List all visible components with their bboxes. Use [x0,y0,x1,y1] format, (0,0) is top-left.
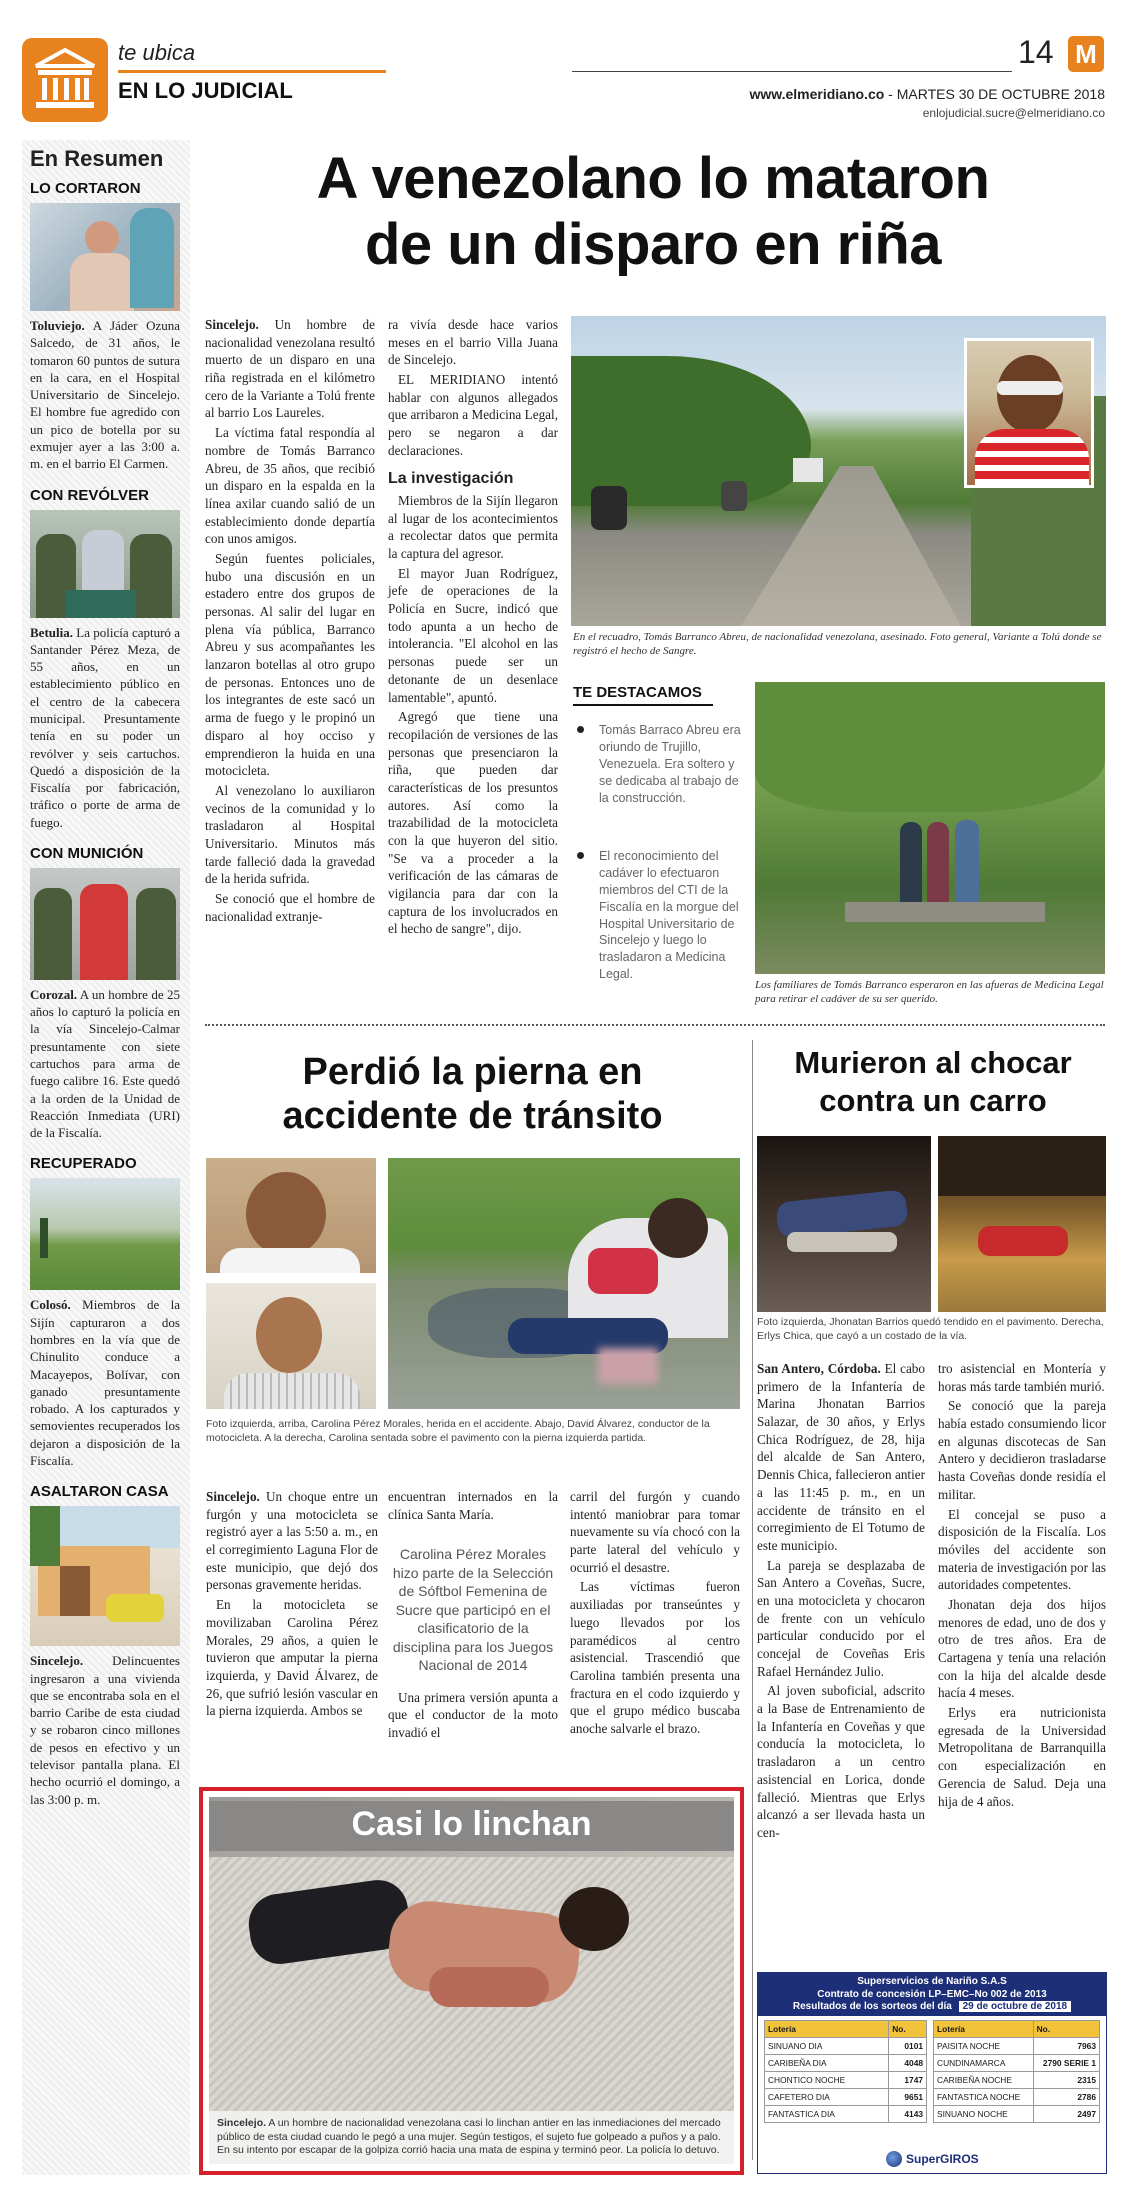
lottery-row: SINUANO NOCHE 2497 [934,2105,1100,2122]
david-photo [206,1283,376,1409]
lottery-table-left: Lotería No. SINUANO DIA 0101 CARIBEÑA DIA 4048 CHONTICO NOCHE 1747 CAFETERO DIA 9651 FANTASTICA DIA 4143 [764,2020,927,2123]
section-rule [118,70,386,73]
brief-photo [30,510,180,618]
lottery-row: FANTASTICA NOCHE 2786 [934,2088,1100,2105]
subhead-investigacion: La investigación [388,469,514,487]
brief-photo [30,1506,180,1646]
lottery-row: CUNDINAMARCA 2790 SERIE 1 [934,2054,1100,2071]
courthouse-icon [22,38,108,122]
lottery-box [757,1972,1107,2174]
brief-head: CON MUNICIÓN [30,844,144,862]
header-dateline [600,86,1105,102]
highlights-rule [573,704,713,706]
highlight-item: El reconocimiento del cadáver lo efectuaron miembros del CTI de la Fiscalía en la morgue del Hospital Universitario de Sincelejo y luego lo trasladaron a Medicina Legal. [573,848,745,983]
brief-head: RECUPERADO [30,1155,137,1173]
brief-text: Betulia. La policía capturó a Santander Pérez Meza, de 55 años, en un establecimiento público en el centro de la cabecera municipal. Presuntamente tenía en su poder un revólver y seis cartuchos. Quedó a disposición de la Fiscalía por fabricación, tráfico o porte de arma de fuego. [30,624,180,830]
bullet-icon [577,726,584,733]
crash-headline: Murieron al chocar contra un carro [794,1045,1072,1118]
lottery-date: 29 de octubre de 2018 [959,2001,1072,2012]
brief-text: Toluviejo. A Jáder Ozuna Salcedo, de 31 años, le tomaron 60 puntos de sutura en la cara, en el Hospital Universitario de Sincelejo. El hombre fue agredido con un pico de botella por su exmujer ayer a las 3:00 a. m. en el barrio El Carmen. [30,318,180,472]
section-small-label: te ubica [118,40,196,65]
lottery-row: FANTASTICA DIA 4143 [765,2105,927,2122]
leg-col-2: encuentran internados en la clínica Santa María. Carolina Pérez Morales hizo parte de la Selección de Sóftbol Femenina de Sucre que participó en el clasificatorio de la disciplina para los Juegos Nacional de 2014 Una primera versión apunta a que el conductor de la moto invadió el [388,1489,558,1741]
carolina-photo [206,1158,376,1273]
lottery-header: Superservicios de Nariño S.A.S Contrato de concesión LP–EMC–No 002 de 2013 Resultados de los sorteos del día 29 de octubre de 2018 [758,1973,1106,2016]
supergiros-logo: SuperGIROS [886,2151,979,2167]
brief-photo [30,868,180,980]
column-divider [752,1040,753,2160]
crash-photo-left [757,1136,931,1312]
sidebar-title: En Resumen [30,146,164,171]
issue-date: - MARTES 30 DE OCTUBRE 2018 [884,86,1105,102]
brief-photo [30,1178,180,1290]
leg-col-3: carril del furgón y cuando intentó maniobrar para tomar nuevamente su vía chocó con la parte lateral del vehículo y ocurrió el desastre. Las víctimas fueron auxiliadas por transeúntes y luego llevados por los paramédicos al centro asistencial. Trascendió que Carolina también presenta una fractura en el codo izquierdo y que el grupo médico buscaba anoche salvarle el brazo. [570,1489,740,1736]
victim-inset-photo [964,338,1094,488]
lottery-row: SINUANO DIA 0101 [765,2037,927,2054]
family-photo [755,682,1105,974]
crash-col-2: tro asistencial en Montería y horas más tarde también murió. Se conoció que la pareja había estado consumiendo licor en algunas discotecas de San Antero y decidieron trasladarse hasta Coveñas donde residía el militar. El concejal se puso a disposición de la Fiscalía. Los móviles del accidente son materia de investigación por las autoridades competentes. Jhonatan deja dos hijos menores de edad, uno de dos y otro de tres años. Era de Cartagena y tenía una relación con la hija del alcalde desde hacía 4 meses. Erlys era nutricionista egresada de la Universidad Metropolitana de Barranquilla con especialización en Gerencia de Salud. Deja una hija de 4 años. [938,1361,1106,1809]
website-link[interactable]: www.elmeridiano.co [749,86,885,102]
crash-photo-caption: Foto izquierda, Jhonatan Barrios quedó tendido en el pavimento. Derecha, Erlys Chica, que cayó a un costado de la vía. [757,1316,1104,1342]
section-header [22,38,392,123]
highlight-item: Tomás Barraco Abreu era oriundo de Trujillo, Venezuela. Era soltero y se dedicaba al trabajo de la construcción. [573,722,745,806]
brief-head: ASALTARON CASA [30,1483,169,1501]
pullquote: Carolina Pérez Morales hizo parte de la Selección de Sóftbol Femenina de Sucre que participó en el clasificatorio de la disciplina para los Juegos Nacional de 2014 [392,1546,554,1674]
lottery-row: PAISITA NOCHE 7963 [934,2037,1100,2054]
sidebar-inner [30,146,180,1808]
section-email[interactable]: enlojudicial.sucre@elmeridiano.co [922,106,1105,120]
page-number: 14 [1018,34,1054,70]
lynch-title: Casi lo linchan [351,1805,592,1843]
brief-text: Sincelejo. Delincuentes ingresaron a una vivienda que se encontraba sola en el barrio Caribe de esta ciudad y se robaron cinco millones de pesos en efectivo y un televisor pantalla plana. El hecho ocurrió el domingo, a las 3:00 p. m. [30,1653,180,1807]
bullet-icon [577,852,584,859]
main-headline: A venezolano lo mataron de un disparo en riña [316,146,990,277]
family-photo-caption: Los familiares de Tomás Barranco esperaron en las afueras de Medicina Legal para retirar el cadáver de su ser querido. [755,979,1104,1006]
section-divider [205,1024,1105,1026]
leg-headline: Perdió la pierna en accidente de tránsito [282,1051,663,1137]
leg-col-1: Sincelejo. Un choque entre un furgón y una motocicleta se registró ayer a las 5:50 a. m., en el corregimiento Laguna Flor de este municipio, que dejó dos personas gravemente heridas. En la motocicleta se movilizaban Carolina Pérez Morales, 29 años, a quien le tuvieron que amputar la pierna izquierda, y David Álvarez, de 26, que sufrió lesión vascular en la pierna izquierda. Ambos se [206,1489,378,1719]
brief-text: Colosó. Miembros de la Sijín capturaron a dos hombres en la vía que de Chinulito conduce a Macayepos, Bolívar, con ganado presuntamente robado. A los capturados y semovientes recuperados los dejaron a disposición de la Fiscalía. [30,1297,180,1468]
highlights-title: TE DESTACAMOS [573,684,702,701]
lottery-table-right: Lotería No. PAISITA NOCHE 7963 CUNDINAMARCA 2790 SERIE 1 CARIBEÑA NOCHE 2315 FANTASTICA NOCHE 2786 SINUANO NOCHE 2497 [933,2020,1100,2123]
lottery-row: CARIBEÑA DIA 4048 [765,2054,927,2071]
main-col-2: ra vivía desde hace varios meses en el barrio Villa Juana de Sincelejo. EL MERIDIANO intentó hablar con algunos allegados que arribaron a Medicina Legal, pero se negaron a dar declaraciones. La investigación Miembros de la Sijín llegaron al lugar de los acontecimientos a recolectar datos que permita la captura del agresor. El mayor Juan Rodríguez, jefe de operaciones de la Policía en Sucre, indicó que todo apunta a un hecho de intolerancia. "El alcohol en las personas puede ser un detonante de un desenlace lamentable", apuntó. Agregó que tiene una recopilación de versiones de las personas que presenciaron la riña, que pueden dar características de los presuntos autores. Así como la trazabilidad de la motocicleta con la que huyeron del sitio. "Se va a proceder a la verificación de las cámaras de vigilancia para dar con la captura de los involucrados en el hecho de sangre", dijo. [388,317,558,937]
globe-icon [886,2151,902,2167]
lottery-row: CHONTICO NOCHE 1747 [765,2071,927,2088]
road-photo-caption: En el recuadro, Tomás Barranco Abreu, de nacionalidad venezolana, asesinado. Foto general, Variante a Tolú donde se registró el hecho de Sangre. [573,631,1102,658]
crash-col-1: San Antero, Córdoba. El cabo primero de la Infantería de Marina Jhonatan Barrios Salazar, de 30 años, y Erlys Chica Rodríguez, de 28, hija del alcalde de San Antero, Dennis Chica, fallecieron antier a las 11:45 p. m., en un accidente de tránsito en el corregimiento de El Totumo de este municipio. La pareja se desplazaba de San Antero a Coveñas, Sucre, en una motocicleta y chocaron de frente con un vehículo particular conducido por el concejal de Coveñas Eris Rafael Hernández Julio. Al joven suboficial, adscrito a la Base de Entrenamiento de la Infantería en Coveñas y que conducía la motocicleta, lo trasladaron a un centro asistencial en Lorica, donde falleció. Mientras que Erlys alcanzó a ser llevada hasta un cen- [757,1361,925,1840]
crash-photo-right [938,1136,1106,1312]
brief-text: Corozal. A un hombre de 25 años lo capturó la policía en la vía Sincelejo-Calmar presuntamente con siete cartuchos para arma de fuego calibre 16. Este quedó a la orden de la Unidad de Reacción Inmediata (URI) de la Fiscalía. [30,986,180,1141]
lynch-box [199,1787,744,2175]
lynch-text: Sincelejo. A un hombre de nacionalidad venezolana casi lo linchan antier en las inmediaciones del mercado público de esta ciudad cuando le pegó a una mujer. Según testigos, el sujeto fue golpeado a puños y a palo. En su intento por escapar de la golpiza corrió hacia una mata de espina y terminó peor. La policía lo detuvo. [209,2111,734,2164]
leg-photo-caption: Foto izquierda, arriba, Carolina Pérez Morales, herida en el accidente. Abajo, David Álvarez, conductor de la motocicleta. A la derecha, Carolina sentada sobre el pavimento con la pierna izquierda partida. [206,1418,710,1444]
accident-scene-photo [388,1158,740,1409]
meridiano-logo: M [1068,36,1104,72]
brief-head: CON REVÓLVER [30,486,149,504]
lottery-row: CARIBEÑA NOCHE 2315 [934,2071,1100,2088]
brief-photo [30,203,180,311]
header-rule [572,71,1012,72]
brief-head: LO CORTARON [30,180,141,197]
section-big-label: EN LO JUDICIAL [118,78,293,103]
main-col-1: Sincelejo. Un hombre de nacionalidad venezolana resultó muerto de un disparo en una riña registrada en el kilómetro cero de la Variante a Tolú frente al barrio Los Laureles. La víctima fatal respondía al nombre de Tomás Barranco Abreu, de 35 años, que recibió un disparo en la espalda en la línea axilar cuando salió de un establecimiento donde departía con unos amigos. Según fuentes policiales, hubo una discusión en un estadero entre dos grupos de personas. Al salir del lugar en plena vía pública, Barranco Abreu y sus acompañantes les lanzaron botellas al otro grupo de personas. Entonces uno de los integrantes de este sacó un arma de fuego y le propinó un disparo al hoy occiso y emprendieron la huida en una motocicleta. Al venezolano lo auxiliaron vecinos de la comunidad y lo trasladaron al Hospital Universitario. Minutos más tarde falleció dada la gravedad de la herida sufrida. Se conoció que el hombre de nacionalidad extranje- [205,317,375,924]
lottery-row: CAFETERO DIA 9651 [765,2088,927,2105]
